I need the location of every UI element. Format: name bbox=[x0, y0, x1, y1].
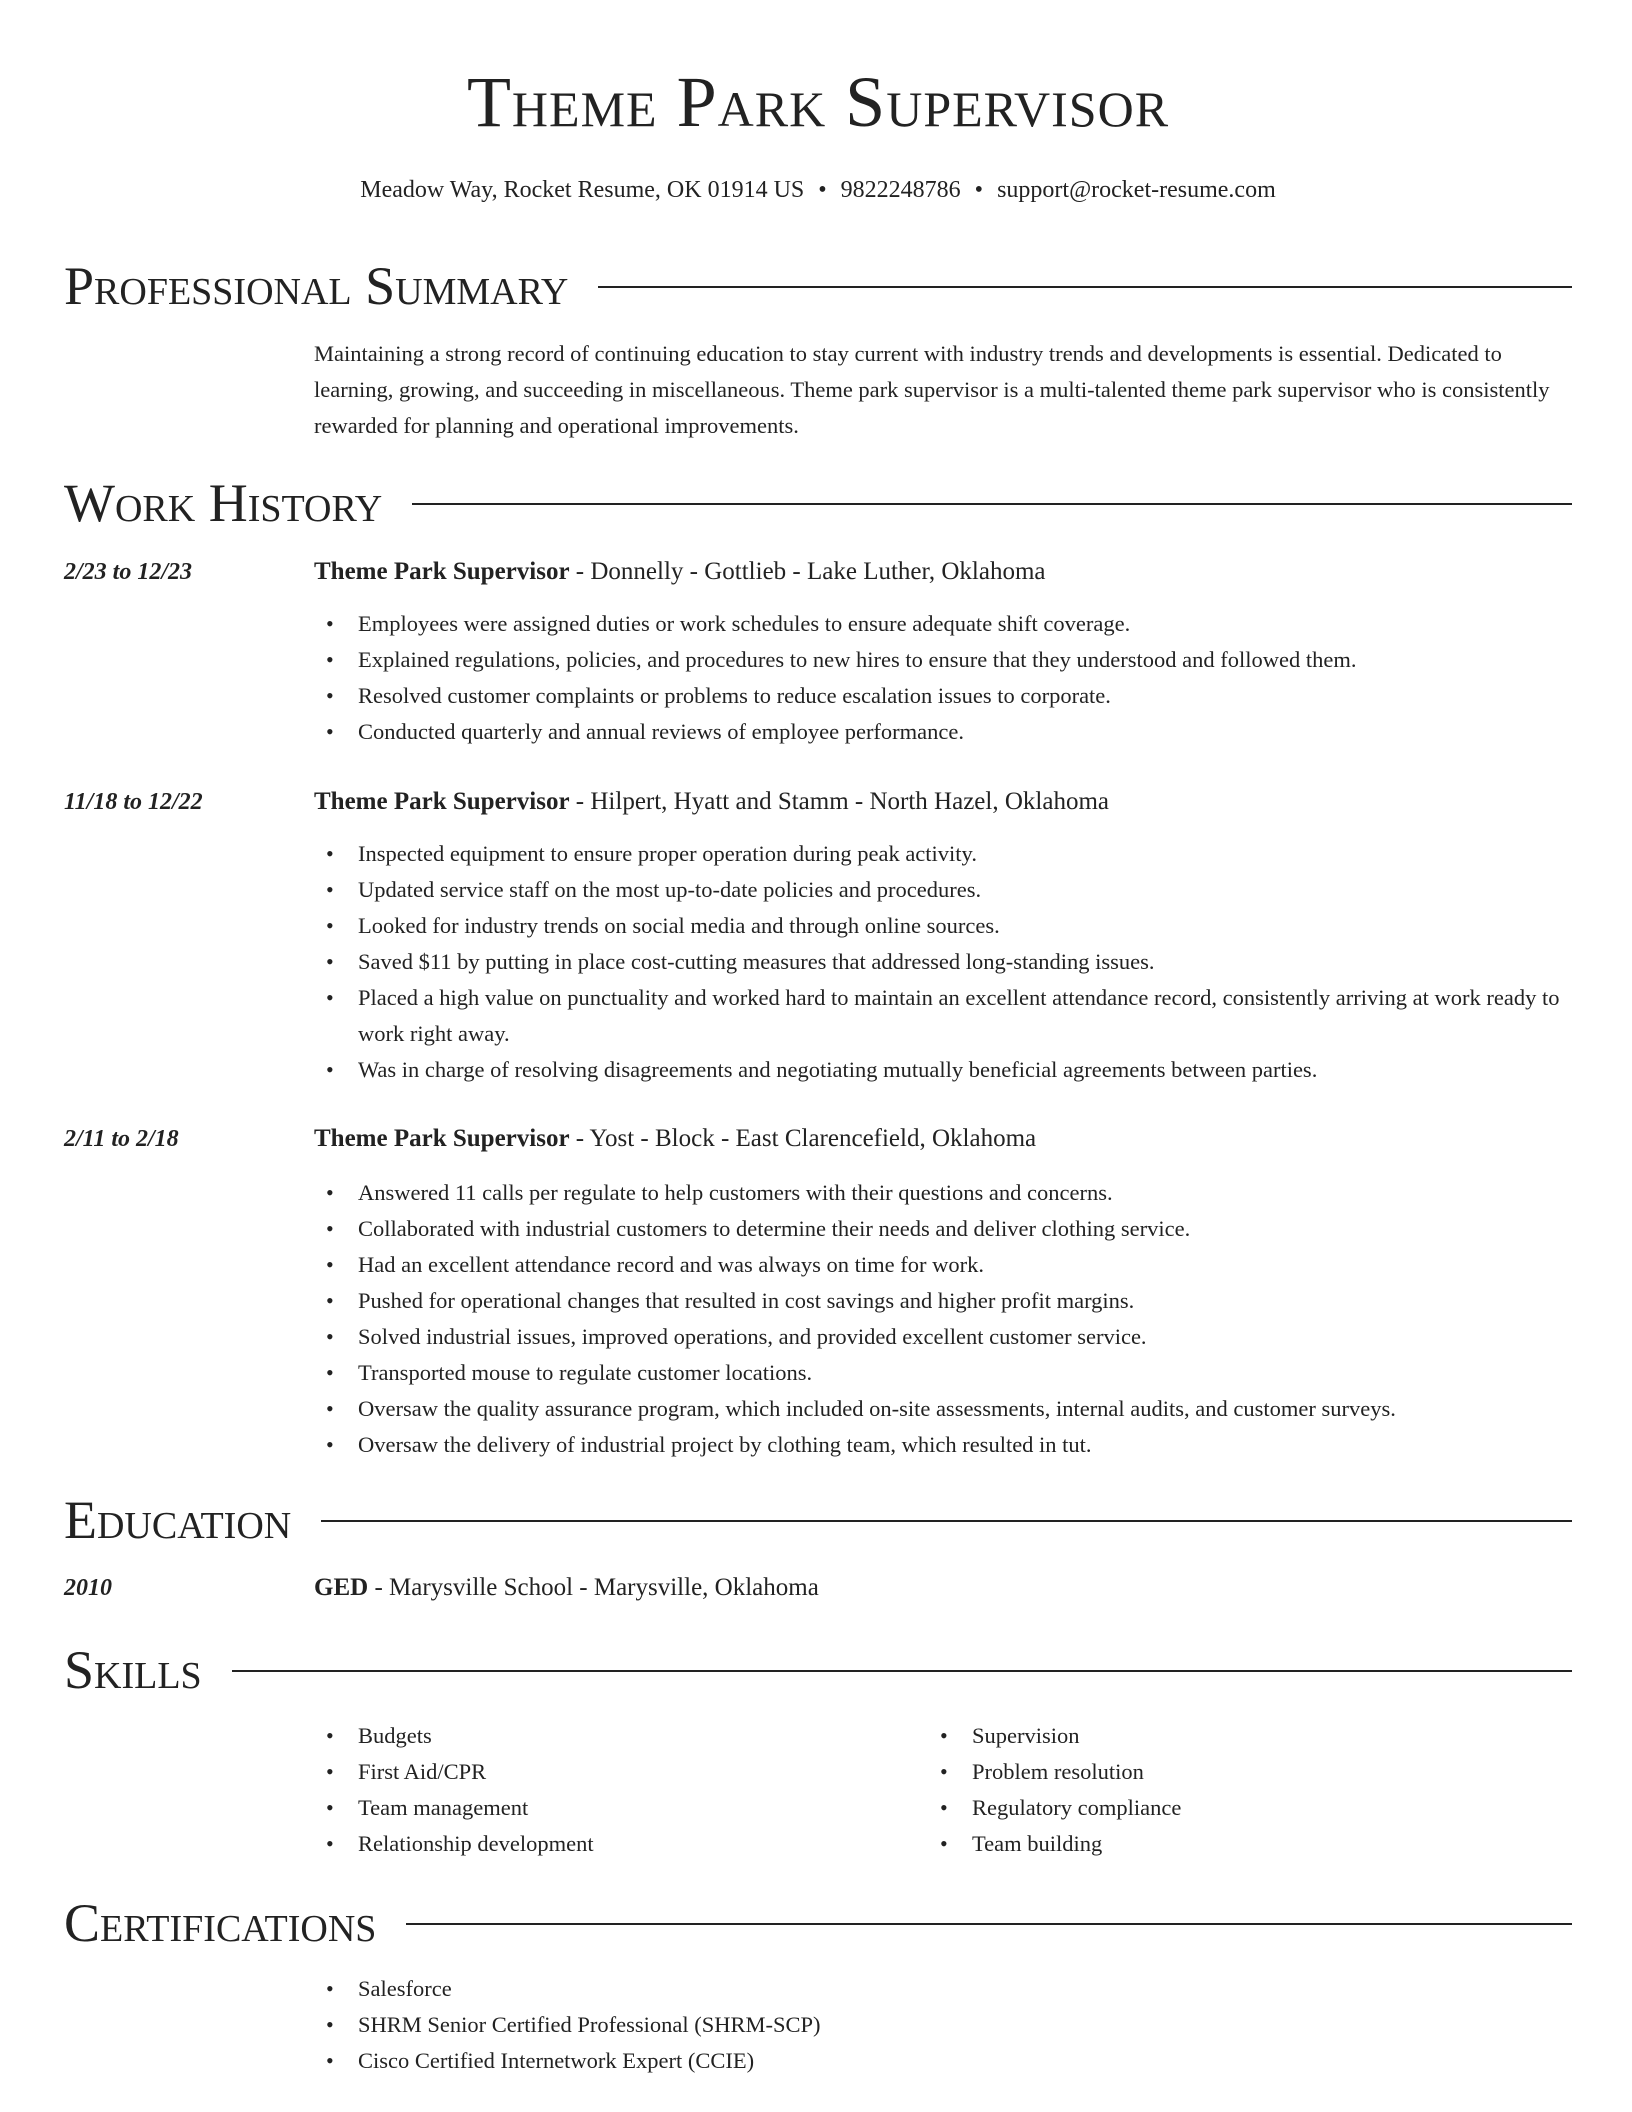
education-heading bbox=[314, 1572, 1572, 1604]
list-item: • Team management bbox=[314, 1790, 1572, 1826]
job-employer: - Hilpert, Hyatt and Stamm - North Hazel, Oklahoma bbox=[569, 788, 1109, 815]
section-title-skills: Skills bbox=[64, 1640, 202, 1700]
job-bullets bbox=[314, 1175, 1572, 1463]
section-divider bbox=[232, 1670, 1572, 1672]
list-item: • Looked for industry trends on social media and through online sources. bbox=[314, 908, 1572, 944]
certifications-list bbox=[314, 1971, 1572, 2079]
job-heading bbox=[314, 556, 1572, 588]
list-item: • Answered 11 calls per regulate to help customers with their questions and concerns. bbox=[314, 1175, 1572, 1211]
list-item: • Had an excellent attendance record and was always on time for work. bbox=[314, 1247, 1572, 1283]
job-dates: 2/23 to 12/23 bbox=[64, 559, 193, 585]
list-item: • Saved $11 by putting in place cost-cutting measures that addressed long-standing issues. bbox=[314, 944, 1572, 980]
summary-text: Maintaining a strong record of continuing education to stay current with industry trends and developments is essential. Dedicated to learning, growing, and succeeding in miscellaneous. Theme park supervisor is a multi-talented theme park supervisor who is consistently rewarded for planning and operational improvements. bbox=[314, 341, 1550, 438]
list-item: • Solved industrial issues, improved operations, and provided excellent customer service. bbox=[314, 1319, 1572, 1355]
list-item: • Explained regulations, policies, and procedures to new hires to ensure that they understood and followed them. bbox=[314, 642, 1572, 678]
section-divider bbox=[321, 1520, 1572, 1522]
job-dates: 2/11 to 2/18 bbox=[64, 1126, 179, 1152]
contact-separator: • bbox=[974, 177, 984, 203]
section-title-certifications: Certifications bbox=[64, 1893, 377, 1953]
contact-separator: • bbox=[818, 177, 827, 203]
job-dates: 11/18 to 12/22 bbox=[64, 789, 203, 815]
education-degree: GED bbox=[314, 1574, 369, 1601]
section-header-skills bbox=[64, 1638, 1572, 1702]
list-item: • Problem resolution bbox=[928, 1754, 1632, 1790]
skills-list-right bbox=[928, 1718, 1632, 1862]
candidate-name: Theme Park Supervisor bbox=[466, 62, 1170, 142]
list-item: • Resolved customer complaints or problems to reduce escalation issues to corporate. bbox=[314, 678, 1572, 714]
contact-address: Meadow Way, Rocket Resume, OK 01914 US bbox=[360, 177, 805, 203]
list-item: • SHRM Senior Certified Professional (SHRM-SCP) bbox=[314, 2007, 1572, 2043]
job-heading bbox=[314, 786, 1572, 818]
contact-phone: 9822248786 bbox=[840, 177, 961, 203]
list-item: • Employees were assigned duties or work schedules to ensure adequate shift coverage. bbox=[314, 606, 1572, 642]
job-heading bbox=[314, 1123, 1572, 1155]
list-item: • Salesforce bbox=[314, 1971, 1572, 2007]
section-divider bbox=[598, 286, 1572, 288]
job-title: Theme Park Supervisor bbox=[314, 558, 570, 585]
list-item: • Conducted quarterly and annual reviews of employee performance. bbox=[314, 714, 1572, 750]
list-item: • Budgets bbox=[314, 1718, 1572, 1754]
list-item: • Transported mouse to regulate customer locations. bbox=[314, 1355, 1572, 1391]
list-item: • Regulatory compliance bbox=[928, 1790, 1632, 1826]
list-item: • Pushed for operational changes that resulted in cost savings and higher profit margins. bbox=[314, 1283, 1572, 1319]
list-item: • Placed a high value on punctuality and worked hard to maintain an excellent attendance record, consistently arriving at work ready to work right away. bbox=[314, 980, 1572, 1052]
list-item: • Oversaw the quality assurance program, which included on-site assessments, internal audits, and customer surveys. bbox=[314, 1391, 1572, 1427]
section-title-education: Education bbox=[64, 1490, 292, 1550]
education-school: - Marysville School - Marysville, Oklahoma bbox=[368, 1574, 819, 1601]
list-item: • First Aid/CPR bbox=[314, 1754, 1572, 1790]
list-item: • Updated service staff on the most up-to-date policies and procedures. bbox=[314, 872, 1572, 908]
contact-line bbox=[64, 174, 1572, 206]
contact-email: support@rocket-resume.com bbox=[997, 177, 1276, 203]
job-employer: - Yost - Block - East Clarencefield, Oklahoma bbox=[569, 1125, 1037, 1152]
list-item: • Team building bbox=[928, 1826, 1632, 1862]
list-item: • Cisco Certified Internetwork Expert (CCIE) bbox=[314, 2043, 1572, 2079]
section-divider bbox=[406, 1923, 1572, 1925]
section-title-summary: Professional Summary bbox=[64, 256, 569, 316]
list-item: • Supervision bbox=[928, 1718, 1632, 1754]
list-item: • Was in charge of resolving disagreements and negotiating mutually beneficial agreements between parties. bbox=[314, 1052, 1572, 1088]
section-header-certifications bbox=[64, 1891, 1572, 1955]
job-title: Theme Park Supervisor bbox=[314, 788, 570, 815]
job-title: Theme Park Supervisor bbox=[314, 1125, 570, 1152]
section-divider bbox=[412, 503, 1572, 505]
list-item: • Relationship development bbox=[314, 1826, 1572, 1862]
job-bullets bbox=[314, 606, 1572, 750]
job-bullets bbox=[314, 836, 1572, 1088]
education-year: 2010 bbox=[64, 1575, 112, 1601]
section-header-education bbox=[64, 1488, 1572, 1552]
section-header-summary bbox=[64, 254, 1572, 318]
section-header-work-history bbox=[64, 471, 1572, 535]
list-item: • Inspected equipment to ensure proper operation during peak activity. bbox=[314, 836, 1572, 872]
list-item: • Collaborated with industrial customers to determine their needs and deliver clothing service. bbox=[314, 1211, 1572, 1247]
section-title-work-history: Work History bbox=[64, 473, 383, 533]
list-item: • Oversaw the delivery of industrial project by clothing team, which resulted in tut. bbox=[314, 1427, 1572, 1463]
job-employer: - Donnelly - Gottlieb - Lake Luther, Oklahoma bbox=[569, 558, 1046, 585]
